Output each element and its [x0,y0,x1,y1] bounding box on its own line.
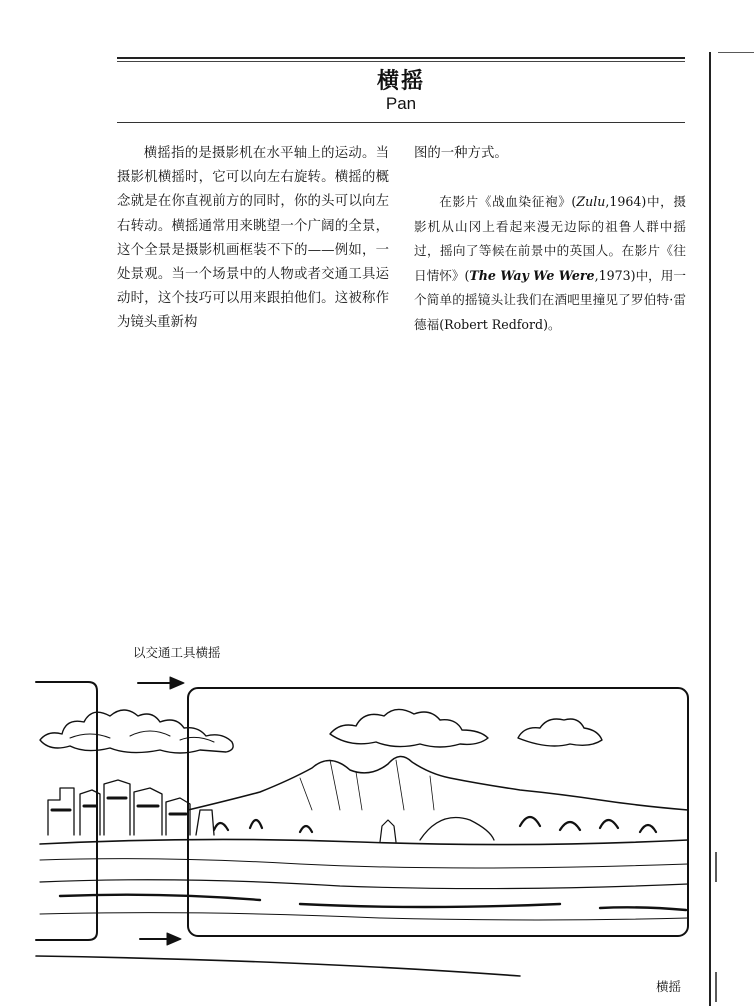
title-divider [117,122,685,123]
page-title: 横摇 [376,69,425,94]
film-title-zulu: Zulu [576,194,606,209]
ground [40,839,688,844]
figure-caption: 以交通工具横摇 [133,645,221,660]
cloud-right [330,709,488,747]
paragraph-1: 横摇指的是摄影机在水平轴上的运动。当摄影机横摇时，它可以向左右旋转。横摇的概念就是在你直视前方的同时，你的头可以向左右转动。横摇通常用来眺望一个广阔的全景，这个全景是摄影机画框装不下的——例如，一处景观。当一个场景中的人物或者交通工具运动时，这个技巧可以用来跟拍他们。这被称作为镜头重新构 [117,146,389,331]
adjacent-page-edge [708,52,754,1006]
right-column-continuation: 图的一种方式。 [414,146,508,161]
right-column-examples [414,190,686,338]
pan-illustration [0,660,700,980]
arrow-right-icon [138,677,184,689]
left-column [117,142,389,336]
cloud-left [40,710,233,753]
arrow-right-icon [140,933,181,945]
buildings [48,780,214,835]
mountains [188,756,688,810]
footer-page-label: 横摇 [656,979,682,994]
film-title-the-way-we-were: The Way We Were [469,267,595,283]
page-subtitle: Pan [385,94,417,113]
main-frame [188,688,688,936]
paragraph-2: 在影片《战血染征袍》(Zulu,1964)中，摄影机从山冈上看起来漫无边际的祖鲁人群中摇过，摇向了等候在前景中的英国人。在影片《往日情怀》(The Way We Were,1973)中，用一个简单的摇镜头让我们在酒吧里撞见了罗伯特·雷德福(Robert Redford)。 [414,194,687,332]
